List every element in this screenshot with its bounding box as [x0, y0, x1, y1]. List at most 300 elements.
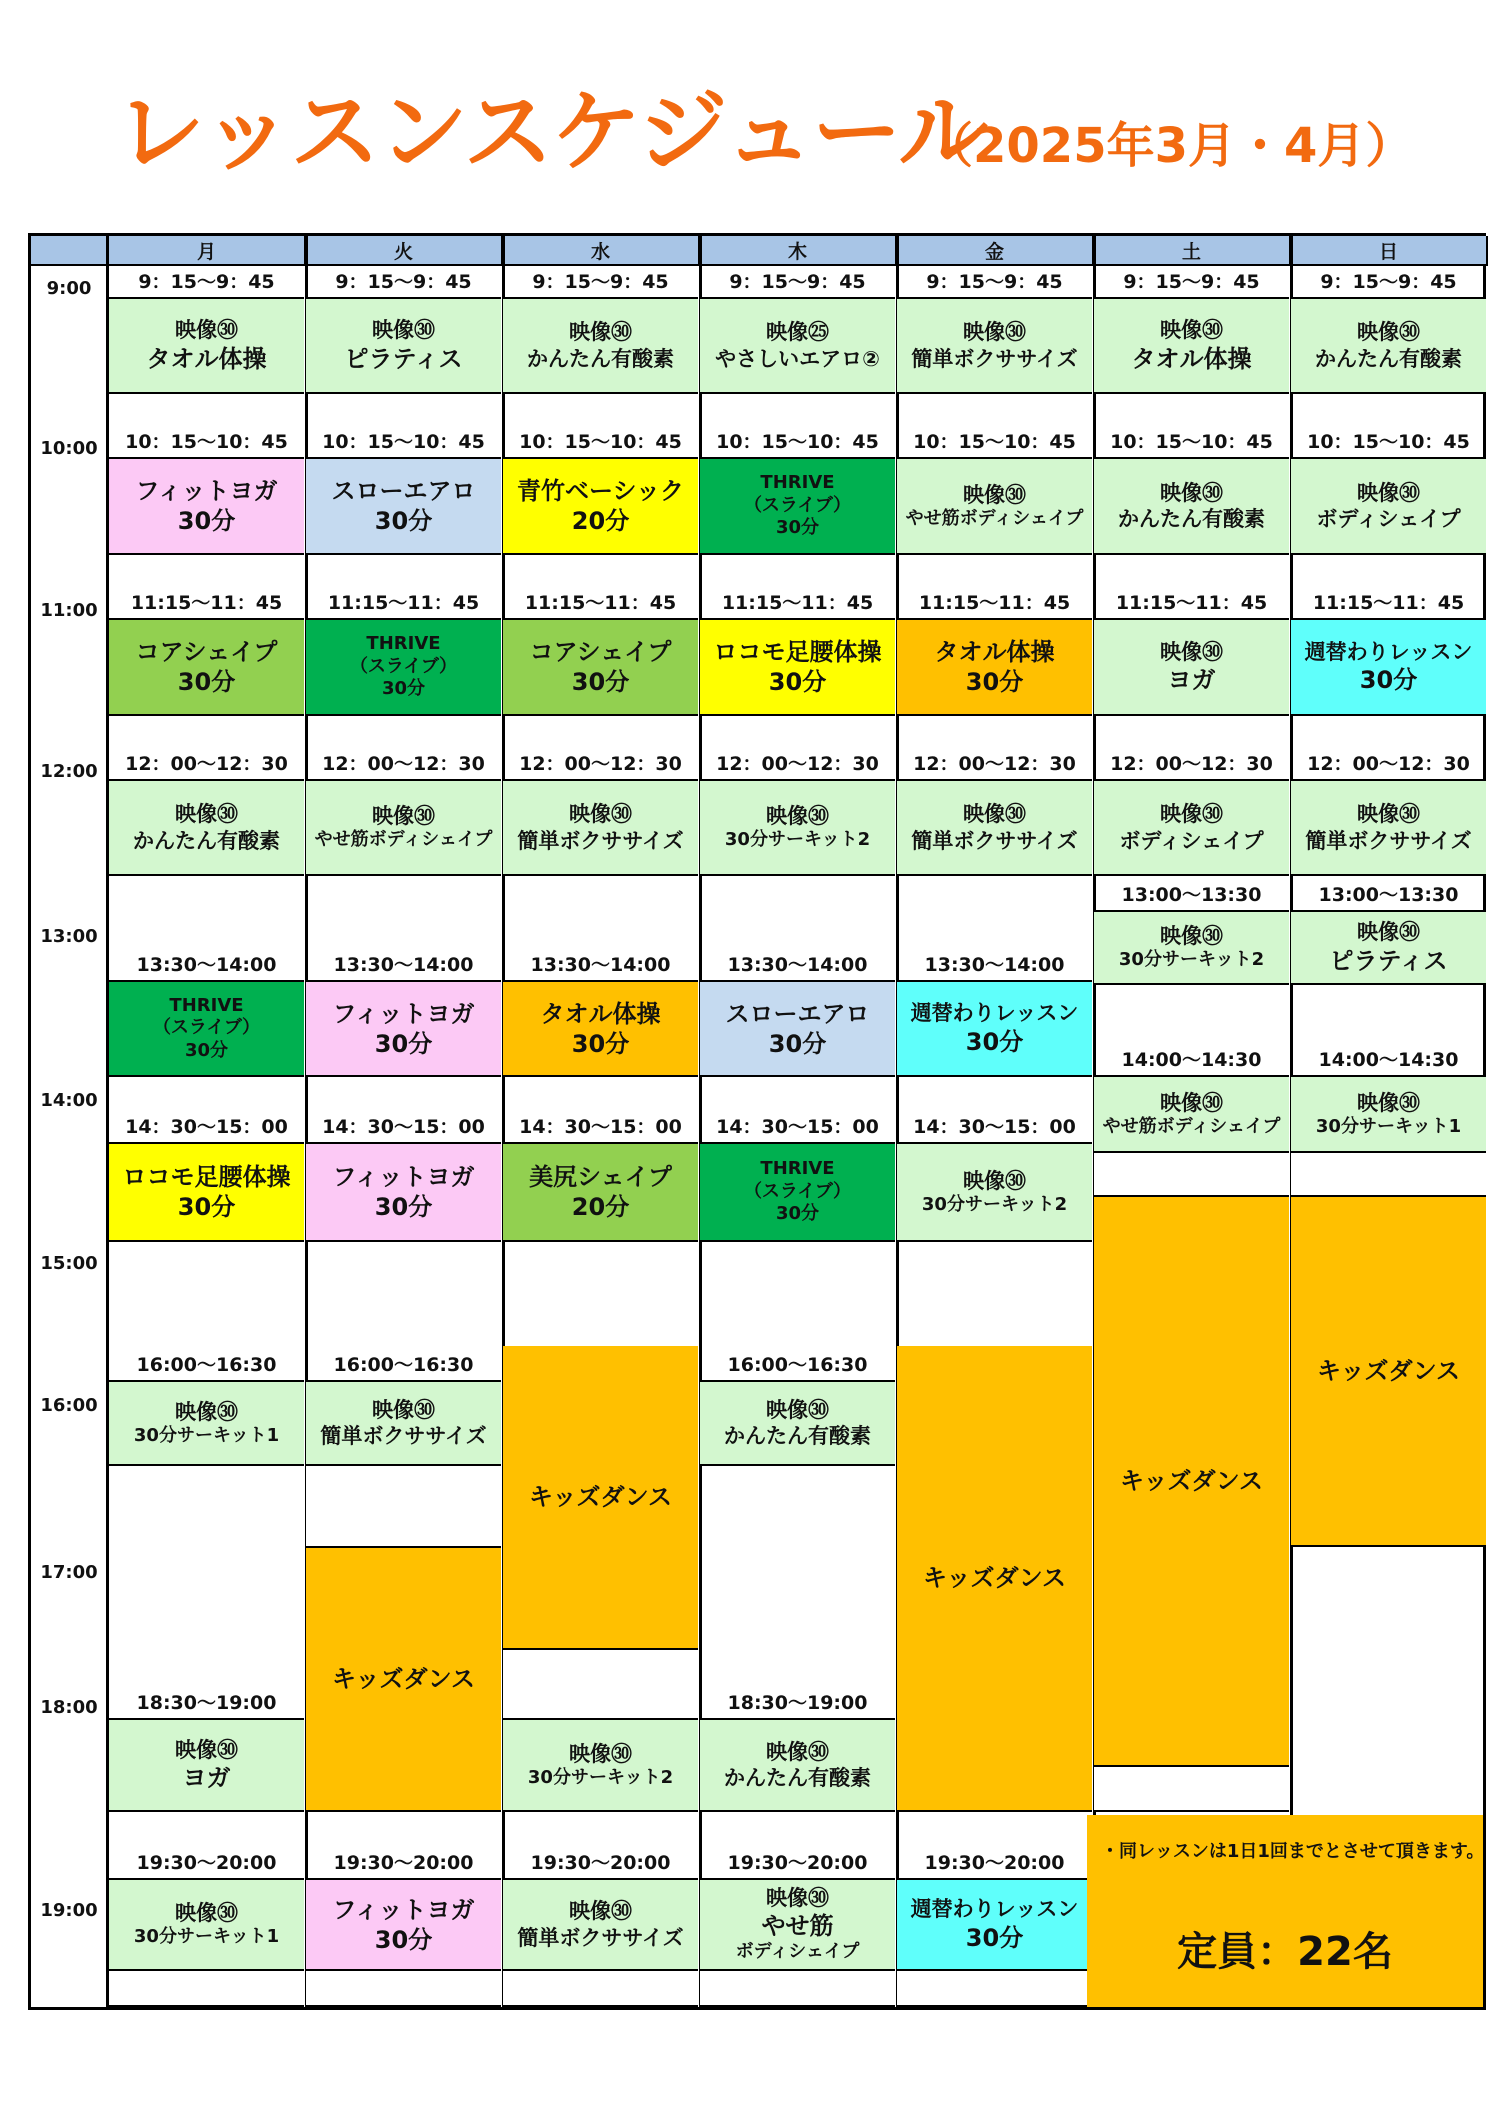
lesson-name: 映像㉚	[1160, 480, 1223, 505]
lesson-name: フィットヨガ	[135, 477, 278, 505]
time-label	[503, 555, 698, 620]
lesson-duration: 30分	[381, 678, 426, 700]
lesson-detail: かんたん有酸素	[724, 1424, 871, 1448]
empty-cell	[503, 1971, 698, 2007]
lesson-detail: かんたん有酸素	[724, 1766, 871, 1790]
lesson-cell[interactable]	[897, 620, 1092, 716]
lesson-cell[interactable]	[503, 781, 698, 876]
time-text: 11:15～11：45	[524, 592, 677, 614]
lesson-detail: 30分	[374, 1029, 433, 1058]
lesson-duration: 30分	[775, 1203, 820, 1225]
lesson-cell[interactable]	[1291, 912, 1486, 985]
time-text: 11:15～11：45	[1312, 592, 1465, 614]
time-label	[503, 266, 698, 299]
lesson-detail: 30分	[374, 1193, 433, 1221]
lesson-cell[interactable]	[700, 1144, 895, 1242]
lesson-name: キッズダンス	[1316, 1357, 1461, 1385]
time-text: 9：15～9：45	[138, 271, 275, 293]
lesson-name: コアシェイプ	[529, 638, 672, 666]
info-box	[1087, 1815, 1483, 2007]
lesson-detail: 30分	[768, 668, 827, 696]
lesson-detail: 簡単ボクササイズ	[320, 1424, 487, 1448]
time-label	[306, 1242, 501, 1382]
lesson-detail: ボディシェイプ	[735, 1941, 860, 1963]
lesson-detail: 30分サーキット1	[133, 1424, 280, 1446]
lesson-detail: ヨガ	[182, 1764, 231, 1793]
time-text: 13:00～13:30	[1121, 884, 1262, 906]
lesson-detail: 30分	[965, 1027, 1024, 1056]
lesson-name: タオル体操	[934, 638, 1055, 666]
day-header: 日	[1291, 236, 1488, 266]
lesson-detail: 20分	[571, 1193, 630, 1221]
hour-label: 14:00	[40, 1090, 98, 1111]
lesson-name: 週替わりレッスン	[910, 1001, 1079, 1026]
time-text: 13:30～14:00	[727, 954, 868, 976]
empty-cell	[306, 1971, 501, 2007]
lesson-name: 映像㉚	[766, 804, 829, 829]
lesson-note: ・同レッスンは1日1回までとさせて頂きます。	[1101, 1841, 1485, 1862]
lesson-name: 映像㉚	[766, 1886, 829, 1911]
time-label	[897, 876, 1092, 982]
lesson-sub: （スライブ）	[743, 1180, 852, 1202]
hour-label: 18:00	[40, 1697, 98, 1718]
lesson-sub: （スライブ）	[349, 655, 458, 677]
lesson-name: キッズダンス	[528, 1483, 673, 1511]
lesson-name: 映像㉚	[963, 482, 1026, 507]
lesson-cell[interactable]	[700, 1382, 895, 1466]
time-label	[1094, 266, 1289, 299]
time-text: 10：15～10：45	[125, 431, 288, 453]
lesson-detail: タオル体操	[146, 344, 267, 373]
hour-label: 9:00	[46, 278, 92, 299]
lesson-name: THRIVE	[760, 1158, 835, 1180]
time-label	[1291, 716, 1486, 781]
lesson-cell[interactable]	[700, 781, 895, 876]
lesson-name: 映像㉚	[175, 318, 238, 343]
lesson-detail: ピラティス	[344, 344, 463, 373]
lesson-cell[interactable]	[1291, 781, 1486, 876]
time-label	[109, 1812, 304, 1880]
lesson-detail: 30分サーキット2	[921, 1193, 1068, 1215]
lesson-detail: 30分	[1359, 666, 1418, 695]
time-label	[1291, 876, 1486, 912]
time-label	[306, 1812, 501, 1880]
lesson-detail: 30分	[768, 1029, 827, 1058]
time-label	[700, 716, 895, 781]
lesson-detail: やせ筋ボディシェイプ	[905, 507, 1084, 529]
lesson-detail: ピラティス	[1329, 946, 1448, 975]
hour-label: 16:00	[40, 1395, 98, 1416]
time-label	[306, 394, 501, 459]
lesson-cell[interactable]	[1291, 1197, 1486, 1547]
hour-label: 15:00	[40, 1253, 98, 1274]
time-text: 12：00～12：30	[322, 753, 485, 775]
lesson-name: スローエアロ	[725, 999, 870, 1028]
lesson-name: 美尻シェイプ	[529, 1163, 672, 1191]
time-text: 18:30～19:00	[727, 1692, 868, 1714]
lesson-detail: 30分サーキット2	[724, 829, 871, 851]
lesson-name: 週替わりレッスン	[1304, 639, 1473, 664]
lesson-name: 映像㉚	[569, 1899, 632, 1924]
lesson-cell[interactable]	[109, 299, 304, 394]
empty-cell	[1094, 1767, 1289, 1812]
time-text: 19:30～20:00	[136, 1852, 277, 1874]
day-header: 木	[700, 236, 897, 266]
lesson-name: ロコモ足腰体操	[713, 638, 882, 666]
time-text: 11:15～11：45	[721, 592, 874, 614]
time-text: 19:30～20:00	[924, 1852, 1065, 1874]
lesson-name: 映像㉚	[569, 802, 632, 827]
lesson-detail: 30分サーキット2	[527, 1766, 674, 1788]
lesson-detail: 簡単ボクササイズ	[1305, 828, 1472, 853]
lesson-name: 映像㉚	[1357, 920, 1420, 945]
time-label	[109, 266, 304, 299]
lesson-name: 映像㉚	[175, 802, 238, 827]
lesson-detail: タオル体操	[1131, 344, 1252, 373]
lesson-detail: 30分サーキット1	[1315, 1115, 1462, 1137]
lesson-name: 映像㉚	[1160, 639, 1223, 664]
time-text: 11:15～11：45	[1115, 592, 1268, 614]
lesson-cell[interactable]	[897, 982, 1092, 1077]
time-label	[306, 266, 501, 299]
lesson-cell[interactable]	[1094, 299, 1289, 394]
time-label	[306, 876, 501, 982]
time-label	[1291, 394, 1486, 459]
lesson-name: 映像㉚	[372, 1397, 435, 1422]
time-label	[306, 1077, 501, 1144]
time-text: 10：15～10：45	[1307, 431, 1470, 453]
time-column	[31, 266, 109, 2007]
time-label	[897, 555, 1092, 620]
lesson-sub: （スライブ）	[743, 494, 852, 516]
lesson-cell[interactable]	[306, 982, 501, 1077]
lesson-cell[interactable]	[306, 1144, 501, 1242]
lesson-detail: 30分	[374, 1925, 433, 1954]
time-label	[109, 716, 304, 781]
empty-cell	[700, 1971, 895, 2007]
lesson-cell[interactable]	[897, 1880, 1092, 1971]
time-label	[700, 876, 895, 982]
time-label	[109, 555, 304, 620]
time-text: 13:30～14:00	[530, 954, 671, 976]
lesson-name: 映像㉚	[569, 1741, 632, 1766]
lesson-cell[interactable]	[109, 1880, 304, 1971]
time-text: 11:15～11：45	[327, 592, 480, 614]
lesson-detail: かんたん有酸素	[527, 346, 674, 371]
time-label	[109, 1077, 304, 1144]
lesson-detail: 30分	[177, 507, 236, 535]
lesson-cell[interactable]	[700, 299, 895, 394]
time-text: 12：00～12：30	[125, 753, 288, 775]
lesson-name: THRIVE	[760, 472, 835, 494]
lesson-detail: 30分	[374, 507, 433, 535]
time-text: 9：15～9：45	[1123, 271, 1260, 293]
lesson-name: THRIVE	[169, 994, 244, 1016]
lesson-cell[interactable]	[109, 459, 304, 555]
lesson-detail: 30分	[177, 668, 236, 696]
time-label	[503, 716, 698, 781]
lesson-cell[interactable]	[1094, 912, 1289, 985]
time-label	[109, 1466, 304, 1720]
lesson-name: 映像㉚	[372, 804, 435, 829]
lesson-cell[interactable]	[897, 459, 1092, 555]
time-text: 18:30～19:00	[136, 1692, 277, 1714]
lesson-cell[interactable]	[1094, 1197, 1289, 1767]
time-label	[700, 555, 895, 620]
empty-cell	[306, 1466, 501, 1548]
lesson-cell[interactable]	[1094, 459, 1289, 555]
lesson-cell[interactable]	[503, 1720, 698, 1812]
time-label	[700, 1242, 895, 1382]
lesson-cell[interactable]	[503, 299, 698, 394]
lesson-detail: かんたん有酸素	[1315, 346, 1462, 371]
lesson-detail: 簡単ボクササイズ	[517, 828, 684, 853]
time-text: 12：00～12：30	[1110, 753, 1273, 775]
lesson-cell[interactable]	[306, 1548, 501, 1812]
time-text: 16:00～16:30	[333, 1354, 474, 1376]
lesson-detail: 簡単ボクササイズ	[911, 346, 1078, 371]
time-text: 12：00～12：30	[913, 753, 1076, 775]
time-label	[109, 394, 304, 459]
time-text: 14：30～15：00	[913, 1116, 1076, 1138]
lesson-detail: 30分	[965, 1923, 1024, 1952]
hour-label: 10:00	[40, 438, 98, 459]
page-title: レッスンスケジュール	[115, 80, 986, 185]
time-label	[897, 716, 1092, 781]
lesson-detail: 20分	[571, 507, 630, 535]
time-text: 12：00～12：30	[519, 753, 682, 775]
lesson-detail: やせ筋ボディシェイプ	[1102, 1115, 1281, 1137]
time-label	[700, 266, 895, 299]
lesson-cell[interactable]	[700, 459, 895, 555]
empty-cell	[503, 1650, 698, 1720]
time-label	[503, 394, 698, 459]
time-text: 14:00～14:30	[1121, 1049, 1262, 1071]
time-label	[1094, 555, 1289, 620]
time-label	[700, 1812, 895, 1880]
lesson-cell[interactable]	[503, 620, 698, 716]
time-text: 10：15～10：45	[913, 431, 1076, 453]
lesson-detail: やせ筋ボディシェイプ	[314, 829, 493, 851]
lesson-name: 映像㉚	[963, 1168, 1026, 1193]
empty-cell	[1094, 1153, 1289, 1197]
lesson-name: 映像㉚	[766, 1739, 829, 1764]
time-text: 13:30～14:00	[924, 954, 1065, 976]
time-label	[897, 1077, 1092, 1144]
time-text: 19:30～20:00	[727, 1852, 868, 1874]
lesson-detail: かんたん有酸素	[133, 828, 280, 853]
lesson-detail: 簡単ボクササイズ	[911, 828, 1078, 853]
lesson-detail: ボディシェイプ	[1119, 828, 1264, 853]
time-text: 19:30～20:00	[530, 1852, 671, 1874]
lesson-cell[interactable]	[503, 1144, 698, 1242]
lesson-cell[interactable]	[897, 1144, 1092, 1242]
time-text: 12：00～12：30	[1307, 753, 1470, 775]
lesson-name: フィットヨガ	[332, 1895, 475, 1924]
lesson-cell[interactable]	[897, 781, 1092, 876]
lesson-name: 映像㉚	[1160, 318, 1223, 343]
time-label	[109, 876, 304, 982]
day-header: 水	[503, 236, 700, 266]
time-text: 10：15～10：45	[322, 431, 485, 453]
time-label	[109, 1242, 304, 1382]
lesson-duration: 30分	[184, 1039, 229, 1061]
lesson-name: 映像㉚	[963, 320, 1026, 345]
time-text: 14：30～15：00	[322, 1116, 485, 1138]
lesson-name: キッズダンス	[331, 1665, 476, 1693]
day-header: 火	[306, 236, 503, 266]
time-label	[1291, 266, 1486, 299]
time-text: 14:00～14:30	[1318, 1049, 1459, 1071]
lesson-name: 映像㉚	[372, 318, 435, 343]
lesson-detail: 30分	[965, 668, 1024, 696]
lesson-cell[interactable]	[1094, 1077, 1289, 1153]
lesson-cell[interactable]	[897, 299, 1092, 394]
lesson-cell[interactable]	[306, 620, 501, 716]
time-text: 13:30～14:00	[136, 954, 277, 976]
lesson-cell[interactable]	[306, 459, 501, 555]
lesson-name: 映像㉚	[175, 1737, 238, 1762]
lesson-cell[interactable]	[1291, 620, 1486, 716]
time-text: 11:15～11：45	[130, 592, 283, 614]
time-text: 10：15～10：45	[716, 431, 879, 453]
lesson-name: 映像㉚	[175, 1901, 238, 1926]
time-label	[897, 266, 1092, 299]
lesson-cell[interactable]	[306, 1880, 501, 1971]
lesson-cell[interactable]	[109, 1382, 304, 1466]
lesson-cell[interactable]	[700, 620, 895, 716]
time-text: 13:00～13:30	[1318, 884, 1459, 906]
lesson-cell[interactable]	[306, 781, 501, 876]
header-corner	[31, 236, 109, 266]
empty-cell	[897, 1971, 1092, 2007]
lesson-duration: 30分	[775, 517, 820, 539]
lesson-name: 映像㉚	[1160, 802, 1223, 827]
time-text: 12：00～12：30	[716, 753, 879, 775]
lesson-cell[interactable]	[503, 1346, 698, 1650]
time-label	[1094, 394, 1289, 459]
lesson-detail: 30分サーキット1	[133, 1926, 280, 1948]
lesson-cell[interactable]	[503, 459, 698, 555]
time-label	[1291, 555, 1486, 620]
time-text: 14：30～15：00	[125, 1116, 288, 1138]
lesson-detail: 30分	[177, 1193, 236, 1221]
lesson-detail: かんたん有酸素	[1118, 507, 1265, 531]
hour-label: 13:00	[40, 926, 98, 947]
time-text: 9：15～9：45	[335, 271, 472, 293]
lesson-cell[interactable]	[306, 1382, 501, 1466]
capacity-label: 定員：22名	[1177, 1929, 1393, 1975]
hour-label: 11:00	[40, 600, 98, 621]
time-text: 9：15～9：45	[926, 271, 1063, 293]
lesson-cell[interactable]	[1094, 781, 1289, 876]
time-label	[1094, 876, 1289, 912]
lesson-cell[interactable]	[897, 1346, 1092, 1812]
time-label	[306, 716, 501, 781]
lesson-cell[interactable]	[306, 299, 501, 394]
lesson-name: 映像㉚	[1357, 1090, 1420, 1115]
lesson-name: 映像㉚	[766, 1397, 829, 1422]
lesson-name: 週替わりレッスン	[910, 1897, 1079, 1922]
hour-label: 19:00	[40, 1900, 98, 1921]
time-label	[1094, 716, 1289, 781]
time-text: 14：30～15：00	[519, 1116, 682, 1138]
lesson-cell[interactable]	[1291, 299, 1486, 394]
time-text: 16:00～16:30	[727, 1354, 868, 1376]
lesson-name: 映像㉚	[963, 802, 1026, 827]
lesson-name: スローエアロ	[331, 477, 476, 505]
lesson-name: ロコモ足腰体操	[122, 1163, 291, 1191]
lesson-cell[interactable]	[700, 982, 895, 1077]
lesson-sub: （スライブ）	[152, 1017, 261, 1039]
lesson-name: 映像㉚	[1357, 320, 1420, 345]
lesson-cell[interactable]	[1291, 459, 1486, 555]
lesson-name: フィットヨガ	[332, 999, 475, 1028]
time-label	[1094, 985, 1289, 1077]
lesson-name: キッズダンス	[1119, 1467, 1264, 1495]
lesson-detail: ヨガ	[1167, 666, 1216, 695]
lesson-name: 映像㉚	[569, 320, 632, 345]
lesson-name: 映像㉚	[175, 1399, 238, 1424]
lesson-name: タオル体操	[540, 999, 661, 1028]
time-label	[503, 876, 698, 982]
lesson-cell[interactable]	[1094, 620, 1289, 716]
time-text: 9：15～9：45	[1320, 271, 1457, 293]
time-label	[1291, 985, 1486, 1077]
empty-cell	[109, 1971, 304, 2007]
lesson-cell[interactable]	[503, 982, 698, 1077]
lesson-cell[interactable]	[700, 1880, 895, 1971]
lesson-name: THRIVE	[366, 633, 441, 655]
lesson-cell[interactable]	[109, 620, 304, 716]
time-text: 9：15～9：45	[729, 271, 866, 293]
time-text: 9：15～9：45	[532, 271, 669, 293]
time-text: 13:30～14:00	[333, 954, 474, 976]
time-text: 10：15～10：45	[519, 431, 682, 453]
lesson-detail: 30分サーキット2	[1118, 949, 1265, 971]
lesson-name: 映像㉚	[1357, 480, 1420, 505]
lesson-cell[interactable]	[503, 1880, 698, 1971]
time-text: 14：30～15：00	[716, 1116, 879, 1138]
lesson-detail: やさしいエアロ②	[715, 346, 880, 371]
empty-cell	[1291, 1153, 1486, 1197]
day-header: 土	[1094, 236, 1291, 266]
lesson-cell[interactable]	[109, 982, 304, 1077]
time-text: 11:15～11：45	[918, 592, 1071, 614]
time-label	[897, 1812, 1092, 1880]
lesson-cell[interactable]	[109, 1720, 304, 1812]
time-label	[503, 1812, 698, 1880]
lesson-detail: 簡単ボクササイズ	[517, 1925, 684, 1950]
lesson-cell[interactable]	[1291, 1077, 1486, 1153]
lesson-cell[interactable]	[700, 1720, 895, 1812]
lesson-name: フィットヨガ	[332, 1163, 475, 1191]
lesson-detail: ボディシェイプ	[1316, 507, 1461, 531]
lesson-cell[interactable]	[109, 781, 304, 876]
time-label	[306, 555, 501, 620]
hour-label: 12:00	[40, 761, 98, 782]
lesson-name: コアシェイプ	[135, 638, 278, 666]
time-label	[700, 1466, 895, 1720]
lesson-detail: 30分	[571, 668, 630, 696]
lesson-detail: 30分	[571, 1029, 630, 1058]
lesson-detail: やせ筋	[761, 1912, 834, 1941]
time-text: 10：15～10：45	[1110, 431, 1273, 453]
lesson-cell[interactable]	[109, 1144, 304, 1242]
day-header: 金	[897, 236, 1094, 266]
time-label	[700, 394, 895, 459]
page-subtitle: （2025年3月・4月）	[925, 118, 1414, 174]
